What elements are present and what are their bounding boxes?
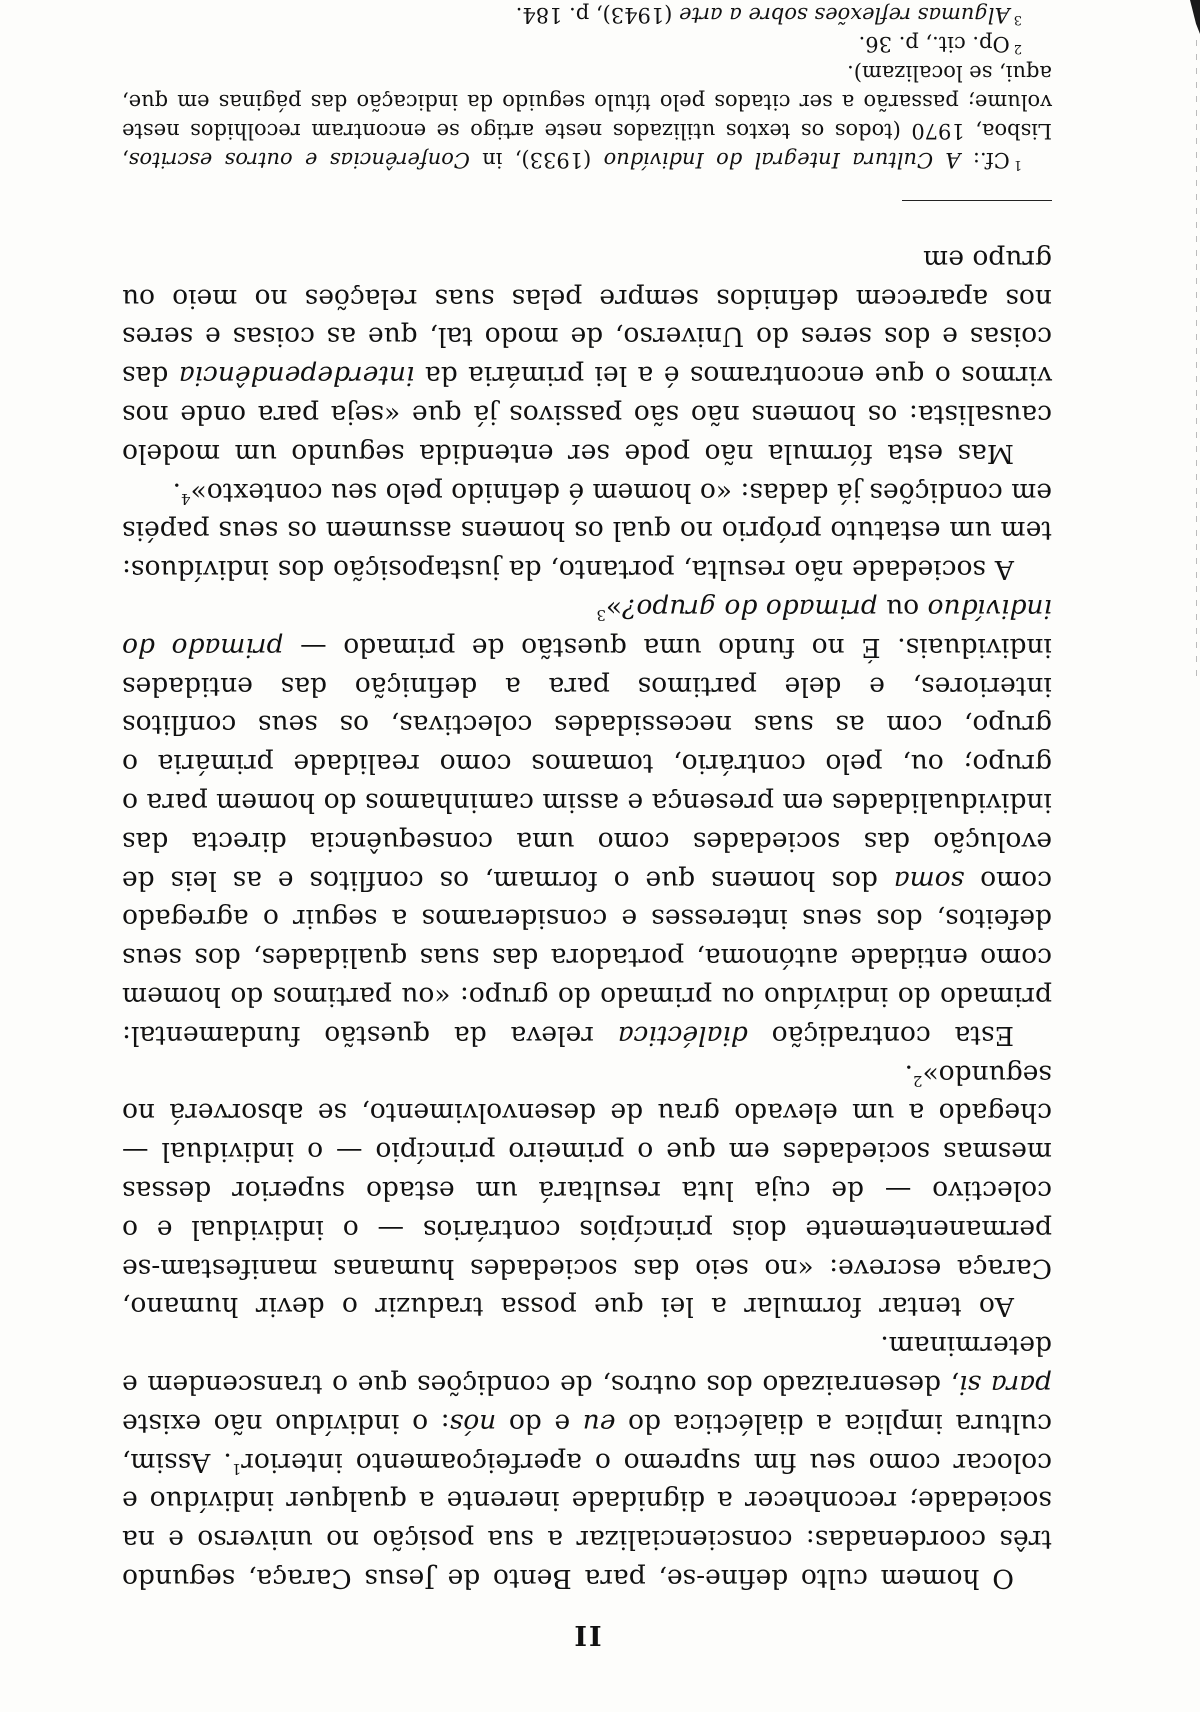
italic-text: nós xyxy=(449,1407,497,1439)
footnote-reference: 2 xyxy=(912,1071,923,1090)
footnote-text xyxy=(516,3,1010,27)
footnotes xyxy=(122,0,1052,174)
text-run: ou xyxy=(877,593,928,625)
text-run: » xyxy=(605,593,623,625)
text-run: . Assim, cultura implica a dialéctica do xyxy=(122,1407,1052,1478)
paragraph xyxy=(122,1054,1052,1326)
text-run: releva da questão fundamental: primado do indivíduo ou primado do grupo: «ou partimos do homem como entidade autónoma, portadora das suas qualidades, dos seus defeitos, dos seus interesses e consideramos a seguir o agregado como xyxy=(122,864,1052,1051)
text-run: : o indivíduo não existe xyxy=(122,1407,450,1439)
italic-text: dialéctica xyxy=(617,1019,748,1051)
paragraph xyxy=(122,239,1052,472)
text-run: Esta contradição xyxy=(747,1019,1014,1051)
text-run: Op. cit., p. 36. xyxy=(858,32,1010,57)
text-run: (1933), in xyxy=(469,148,604,173)
text-run: O homem culto define-se, para Bento de Jesus Caraça, segundo três coordenadas: consciencializar a sua posição no universo e na sociedade; reconhecer a dignidade inerente a qualquer indivíduo e colocar como seu fim supremo o aperfeiçoamento interior xyxy=(122,1446,1052,1594)
section-numeral: II xyxy=(572,1619,602,1650)
footnote xyxy=(122,58,1052,174)
italic-text: primado do grupo? xyxy=(622,593,878,625)
footnote-mark: 1 xyxy=(1013,157,1022,173)
text-run: . xyxy=(172,476,181,508)
text-run: e do xyxy=(496,1407,583,1439)
footnote-text xyxy=(859,32,1010,56)
text-run: , Lisboa, 1970 (todos os textos utilizados neste artigo se encontram recolhidos neste volume; passarão a ser citados pelo título seguido da indicação das páginas em que, aqui, se localizam). xyxy=(122,61,1052,173)
text-run: (1943), p. 184. xyxy=(515,3,680,28)
paragraph xyxy=(122,588,1052,1054)
text-run: dos homens que o formam, os conflitos e as leis de evolução das sociedades como uma consequência directa das individualidades em presença e assim caminhamos do homem para o grupo; ou, pelo contrário, tomamos como realidade primária o grupo, com as suas necessidades colectivas, os seus conflitos interiores, e dele partimos para a definição das entidades individuais. É no fundo uma questão de primado — xyxy=(121,631,1052,896)
italic-text: para si xyxy=(959,1369,1052,1401)
italic-text: A Cultura Integral do Indivíduo xyxy=(603,148,961,173)
italic-text: Algumas reflexões sobre a arte xyxy=(679,3,1010,28)
footnote-text xyxy=(122,61,1052,172)
text-run: Cf.: xyxy=(960,148,1010,173)
text-run: das coisas e dos seres do Universo, de modo tal, que as coisas e seres nos aparecem definidos sempre pelas suas relações no meio ou grupo em xyxy=(122,243,1052,392)
text-run: , desenraizado dos outros, de condições que o transcendem e determinam. xyxy=(122,1330,1052,1401)
paragraph xyxy=(122,472,1052,588)
text-run: Mas esta fórmula não pode ser entendida segundo um modelo causalista: os homens não são passivos já que «seja para onde nos virmos o que encontramos é a lei primária da xyxy=(122,360,1052,469)
italic-text: soma xyxy=(893,864,965,896)
body-text xyxy=(122,239,1052,1597)
footnote-divider xyxy=(902,200,1052,201)
text-run: . xyxy=(904,1058,913,1090)
footnote-mark: 3 xyxy=(1013,12,1022,28)
italic-text: primado do indivíduo xyxy=(121,593,1052,663)
italic-text: eu xyxy=(582,1407,616,1439)
footnote xyxy=(122,29,1052,58)
footnote xyxy=(122,0,1052,29)
footnote-mark: 2 xyxy=(1013,41,1022,57)
text-run: A sociedade não resulta, portanto, da justaposição dos indivíduos: tem um estatuto próprio no qual os homens assumem os seus papéis em condições já dadas: «o homem é definido pelo seu contexto» xyxy=(122,476,1052,586)
text-run: Ao tentar formular a lei que possa traduzir o devir humano, Caraça escreve: «no seio das sociedades humanas manifestam-se permanentemente dois princípios contrários — o individual e o colectivo — de cuja luta resultará um estado superior dessas mesmas sociedades em que o primeiro princípio — o individual — chegado a um elevado grau de desenvolvimento, se absorverá no segundo» xyxy=(122,1058,1052,1323)
italic-text: Conferências e outros escritos xyxy=(128,148,470,173)
italic-text: interdependência xyxy=(178,360,415,392)
footnote-reference: 4 xyxy=(180,489,191,508)
footnote-reference: 3 xyxy=(596,605,606,624)
page-content xyxy=(122,0,1052,1650)
footnote-reference: 1 xyxy=(231,1459,242,1478)
paragraph xyxy=(122,1325,1052,1597)
